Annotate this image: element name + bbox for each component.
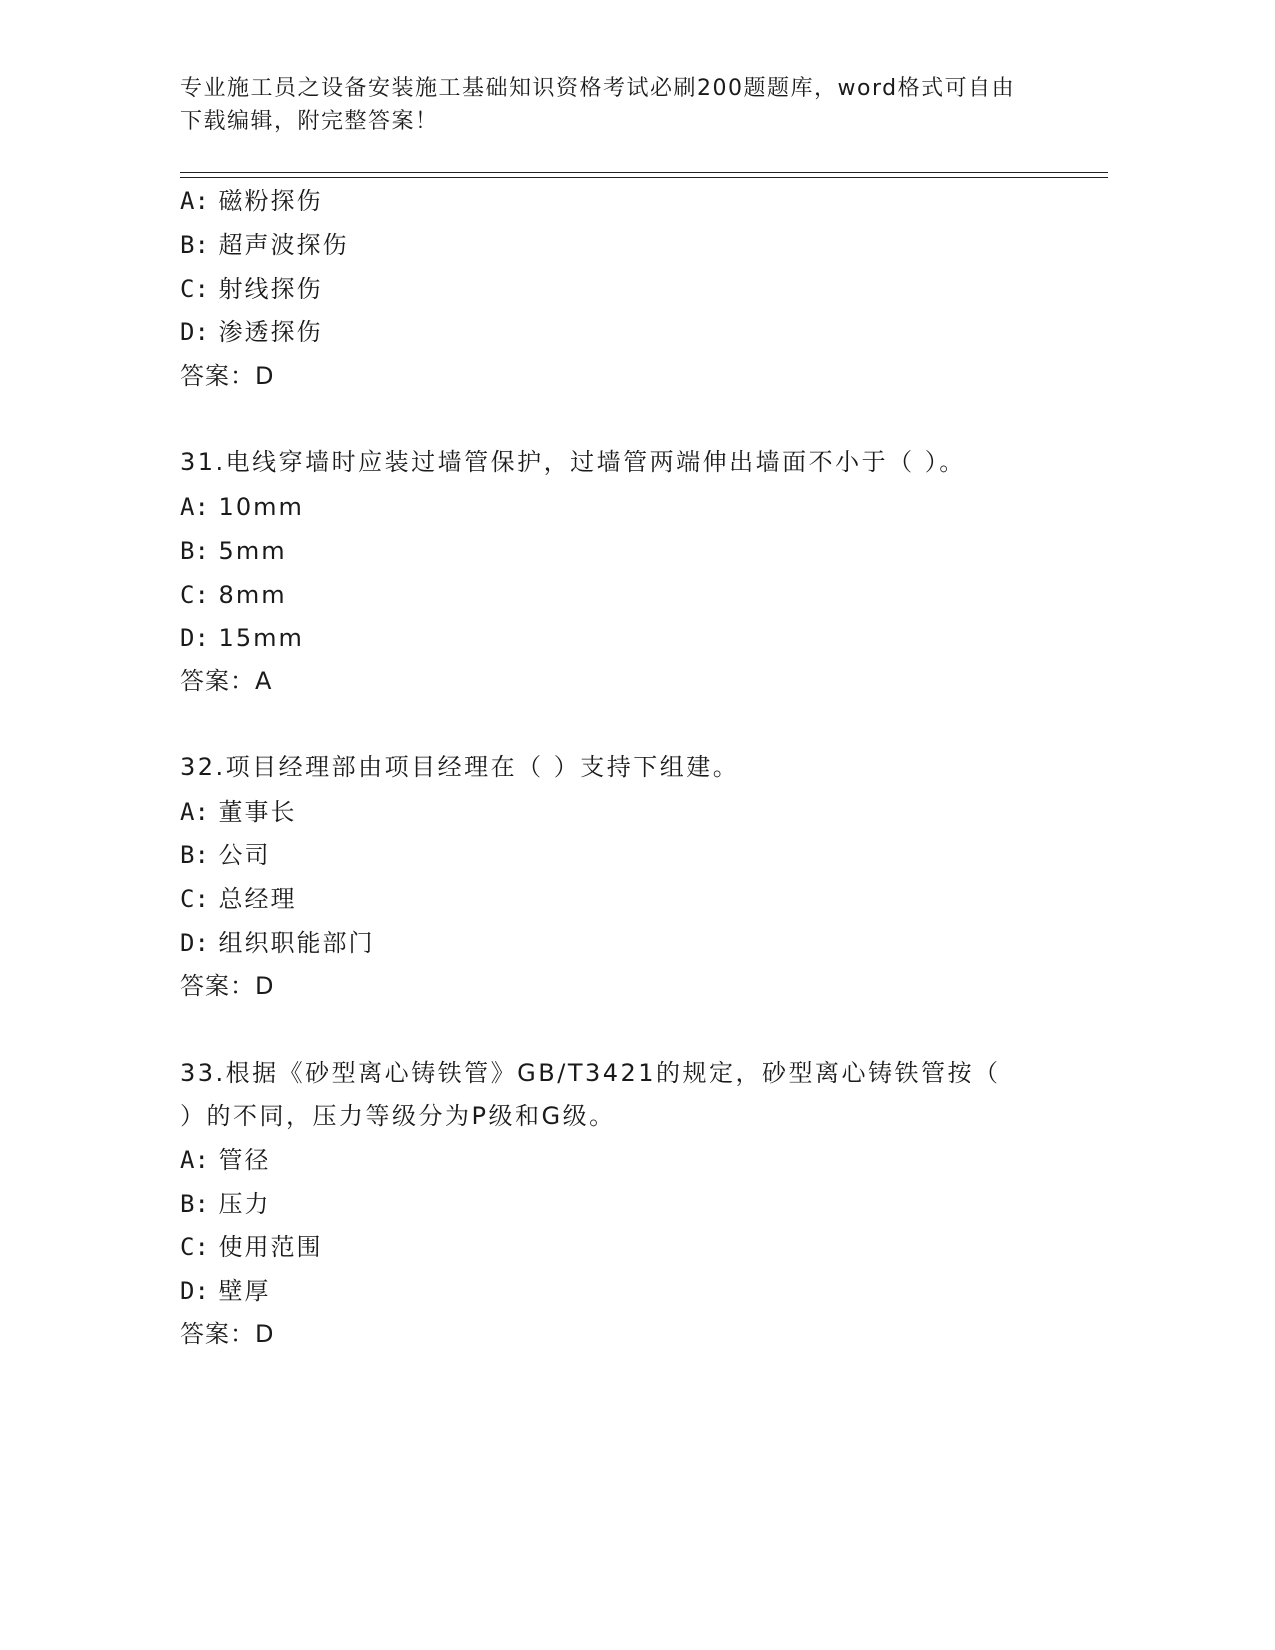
question-33-text-line-2: ）的不同，压力等级分为P级和G级。 [180,1102,616,1130]
q33-option-b: B: 压力 [180,1190,271,1218]
q33-option-a: A: 管径 [180,1146,271,1174]
question-32-text: 32.项目经理部由项目经理在（ ）支持下组建。 [180,753,740,781]
q31-option-a: A: 10mm [180,493,304,521]
q32-option-d: D: 组织职能部门 [180,929,375,957]
q31-option-c: C: 8mm [180,581,287,609]
q33-option-c: C: 使用范围 [180,1233,323,1261]
q33-answer: 答案：D [180,1320,275,1348]
q31-option-d: D: 15mm [180,624,304,652]
prev-option-d: D: 渗透探伤 [180,318,323,346]
header-line-1: 专业施工员之设备安装施工基础知识资格考试必刷200题题库，word格式可自由 [180,76,1016,101]
q32-option-a: A: 董事长 [180,798,297,826]
document-header [180,72,1060,138]
q32-option-c: C: 总经理 [180,885,297,913]
prev-option-b: B: 超声波探伤 [180,231,349,259]
q31-answer: 答案：A [180,667,273,695]
prev-option-c: C: 射线探伤 [180,275,323,303]
prev-answer: 答案：D [180,362,275,390]
q31-option-b: B: 5mm [180,537,287,565]
header-divider-top [180,172,1108,173]
question-31-text: 31.电线穿墙时应装过墙管保护，过墙管两端伸出墙面不小于（ ）。 [180,448,966,476]
header-line-2: 下载编辑，附完整答案！ [180,109,439,134]
question-33-text-line-1: 33.根据《砂型离心铸铁管》GB/T3421的规定，砂型离心铸铁管按（ [180,1059,1001,1087]
q33-option-d: D: 壁厚 [180,1277,271,1305]
q32-option-b: B: 公司 [180,841,271,869]
q32-answer: 答案：D [180,972,275,1000]
prev-option-a: A: 磁粉探伤 [180,187,323,215]
header-divider-bottom [180,177,1108,178]
